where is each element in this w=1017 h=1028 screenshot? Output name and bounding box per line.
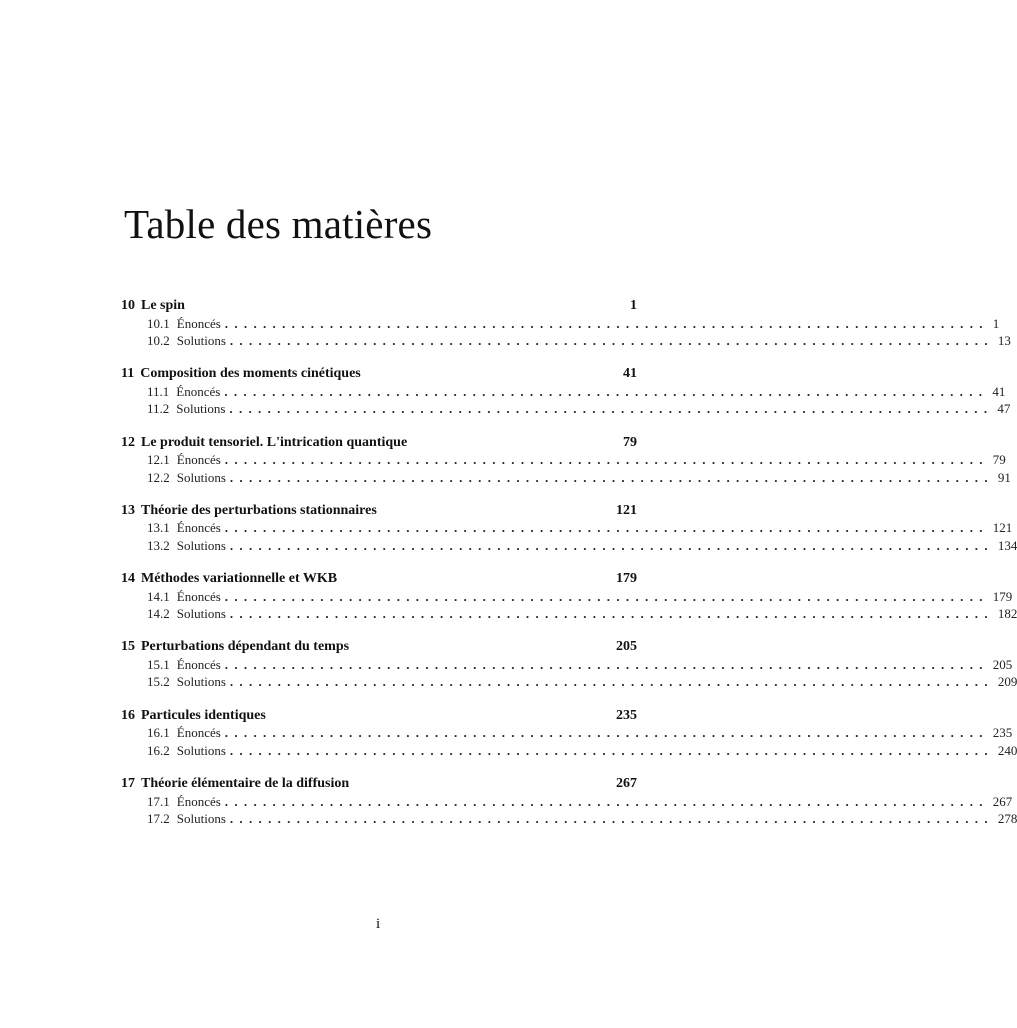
- dot-leader: ................................................................................: [229, 401, 994, 417]
- dot-leader: ................................................................................: [229, 742, 994, 758]
- chapter-page: 41: [623, 366, 637, 382]
- chapter-page: 235: [616, 707, 637, 723]
- section-page: 121: [992, 520, 1013, 536]
- toc-section-entry[interactable]: [121, 537, 1017, 556]
- table-of-contents: [121, 298, 1017, 844]
- toc-section-entry[interactable]: [121, 469, 1011, 488]
- section-page: 1: [992, 315, 1000, 331]
- toc-chapter-entry[interactable]: [121, 571, 637, 589]
- chapter-title: Théorie élémentaire de la diffusion: [141, 776, 350, 792]
- section-number: 15.1: [147, 656, 170, 672]
- section-number: 10.1: [147, 315, 170, 331]
- toc-chapter-entry[interactable]: [121, 298, 637, 316]
- toc-chapter-group: [121, 298, 1011, 366]
- chapter-number: 14: [121, 571, 135, 587]
- chapter-number: 11: [121, 366, 135, 382]
- section-page: 91: [997, 469, 1011, 485]
- toc-chapter-entry[interactable]: [121, 503, 637, 521]
- chapter-number: 15: [121, 639, 135, 655]
- toc-section-entry[interactable]: [121, 588, 1013, 607]
- section-page: 13: [997, 333, 1011, 348]
- section-title: Solutions: [176, 537, 226, 553]
- chapter-title: Perturbations dépendant du temps: [141, 639, 350, 655]
- section-number: 15.2: [147, 674, 170, 690]
- chapter-page: 121: [616, 502, 637, 518]
- toc-section-entry[interactable]: [121, 656, 1013, 675]
- page-number: i: [376, 916, 381, 932]
- toc-section-entry[interactable]: [121, 452, 1006, 470]
- section-page: 205: [992, 656, 1013, 672]
- dot-leader: ................................................................................: [229, 606, 994, 622]
- chapter-title: Particules identiques: [141, 707, 266, 723]
- toc-section-entry[interactable]: [121, 793, 1013, 812]
- dot-leader: ................................................................................: [229, 674, 994, 690]
- section-number: 14.1: [147, 588, 170, 604]
- section-page: 235: [992, 725, 1013, 741]
- section-page: 134: [997, 537, 1017, 553]
- toc-chapter-group: [121, 776, 1017, 844]
- chapter-title: Le produit tensoriel. L'intrication quantique: [141, 434, 408, 450]
- chapter-title: Théorie des perturbations stationnaires: [141, 502, 377, 518]
- section-number: 14.2: [147, 606, 170, 622]
- toc-chapter-group: [121, 707, 1017, 776]
- chapter-page: 267: [616, 776, 637, 792]
- page-title: Table des matières: [124, 201, 433, 247]
- toc-section-entry[interactable]: [121, 674, 1017, 692]
- chapter-page: 1: [630, 298, 637, 313]
- toc-chapter-group: [121, 434, 1011, 503]
- dot-leader: ................................................................................: [229, 537, 994, 553]
- chapter-page: 179: [616, 571, 637, 587]
- chapter-page: 79: [623, 434, 637, 450]
- section-title: Énoncés: [176, 588, 221, 604]
- toc-section-entry[interactable]: [121, 401, 1011, 419]
- dot-leader: ................................................................................: [224, 793, 989, 809]
- section-number: 13.1: [147, 520, 170, 536]
- toc-chapter-group: [121, 571, 1017, 639]
- section-number: 12.2: [147, 469, 170, 485]
- section-page: 267: [992, 793, 1013, 809]
- section-title: Énoncés: [176, 656, 221, 672]
- section-number: 10.2: [147, 333, 170, 348]
- section-page: 79: [992, 452, 1006, 468]
- chapter-title: Composition des moments cinétiques: [140, 366, 361, 382]
- toc-chapter-entry[interactable]: [121, 366, 637, 384]
- toc-section-entry[interactable]: [121, 742, 1017, 761]
- section-title: Solutions: [176, 811, 226, 827]
- section-number: 12.1: [147, 452, 170, 468]
- toc-chapter-entry[interactable]: [121, 708, 637, 726]
- section-page: 278: [997, 811, 1017, 827]
- toc-chapter-group: [121, 366, 1011, 434]
- section-number: 11.2: [147, 401, 170, 417]
- toc-section-entry[interactable]: [121, 811, 1017, 829]
- section-title: Solutions: [176, 401, 226, 417]
- section-title: Solutions: [176, 742, 226, 758]
- toc-chapter-group: [121, 502, 1017, 571]
- section-title: Énoncés: [176, 793, 221, 809]
- toc-chapter-group: [121, 639, 1017, 707]
- section-number: 17.1: [147, 793, 170, 809]
- section-title: Énoncés: [176, 452, 221, 468]
- dot-leader: ................................................................................: [224, 725, 989, 741]
- chapter-title: Le spin: [141, 298, 185, 313]
- toc-section-entry[interactable]: [121, 333, 1011, 351]
- section-number: 16.2: [147, 742, 170, 758]
- dot-leader: ................................................................................: [224, 520, 989, 536]
- chapter-number: 12: [121, 434, 135, 450]
- chapter-page: 205: [616, 639, 637, 655]
- toc-section-entry[interactable]: [121, 520, 1013, 538]
- chapter-number: 17: [121, 776, 135, 792]
- section-title: Solutions: [176, 606, 226, 622]
- dot-leader: ................................................................................: [224, 315, 989, 331]
- toc-section-entry[interactable]: [121, 725, 1013, 743]
- section-page: 182: [997, 606, 1017, 622]
- section-title: Énoncés: [176, 725, 221, 741]
- toc-section-entry[interactable]: [121, 606, 1017, 624]
- dot-leader: ................................................................................: [224, 383, 989, 399]
- section-number: 17.2: [147, 811, 170, 827]
- section-title: Solutions: [176, 333, 226, 348]
- section-title: Solutions: [176, 674, 226, 690]
- chapter-title: Méthodes variationnelle et WKB: [141, 571, 338, 587]
- dot-leader: ................................................................................: [224, 452, 989, 468]
- dot-leader: ................................................................................: [229, 469, 994, 485]
- section-number: 13.2: [147, 537, 170, 553]
- section-page: 209: [997, 674, 1017, 690]
- section-title: Énoncés: [176, 383, 221, 399]
- toc-section-entry[interactable]: [121, 315, 1000, 334]
- toc-chapter-entry[interactable]: [121, 639, 637, 657]
- section-title: Énoncés: [176, 520, 221, 536]
- chapter-number: 16: [121, 707, 135, 723]
- section-number: 16.1: [147, 725, 170, 741]
- section-number: 11.1: [147, 383, 170, 399]
- section-page: 179: [992, 588, 1013, 604]
- section-title: Énoncés: [176, 315, 221, 331]
- dot-leader: ................................................................................: [229, 811, 994, 827]
- section-page: 41: [992, 383, 1006, 399]
- toc-chapter-entry[interactable]: [121, 435, 637, 453]
- chapter-number: 13: [121, 502, 135, 518]
- chapter-number: 10: [121, 298, 135, 313]
- section-title: Solutions: [176, 469, 226, 485]
- dot-leader: ................................................................................: [229, 333, 994, 348]
- toc-chapter-entry[interactable]: [121, 776, 637, 794]
- toc-section-entry[interactable]: [121, 383, 1006, 402]
- dot-leader: ................................................................................: [224, 588, 989, 604]
- dot-leader: ................................................................................: [224, 656, 989, 672]
- section-page: 240: [997, 742, 1017, 758]
- section-page: 47: [997, 401, 1011, 417]
